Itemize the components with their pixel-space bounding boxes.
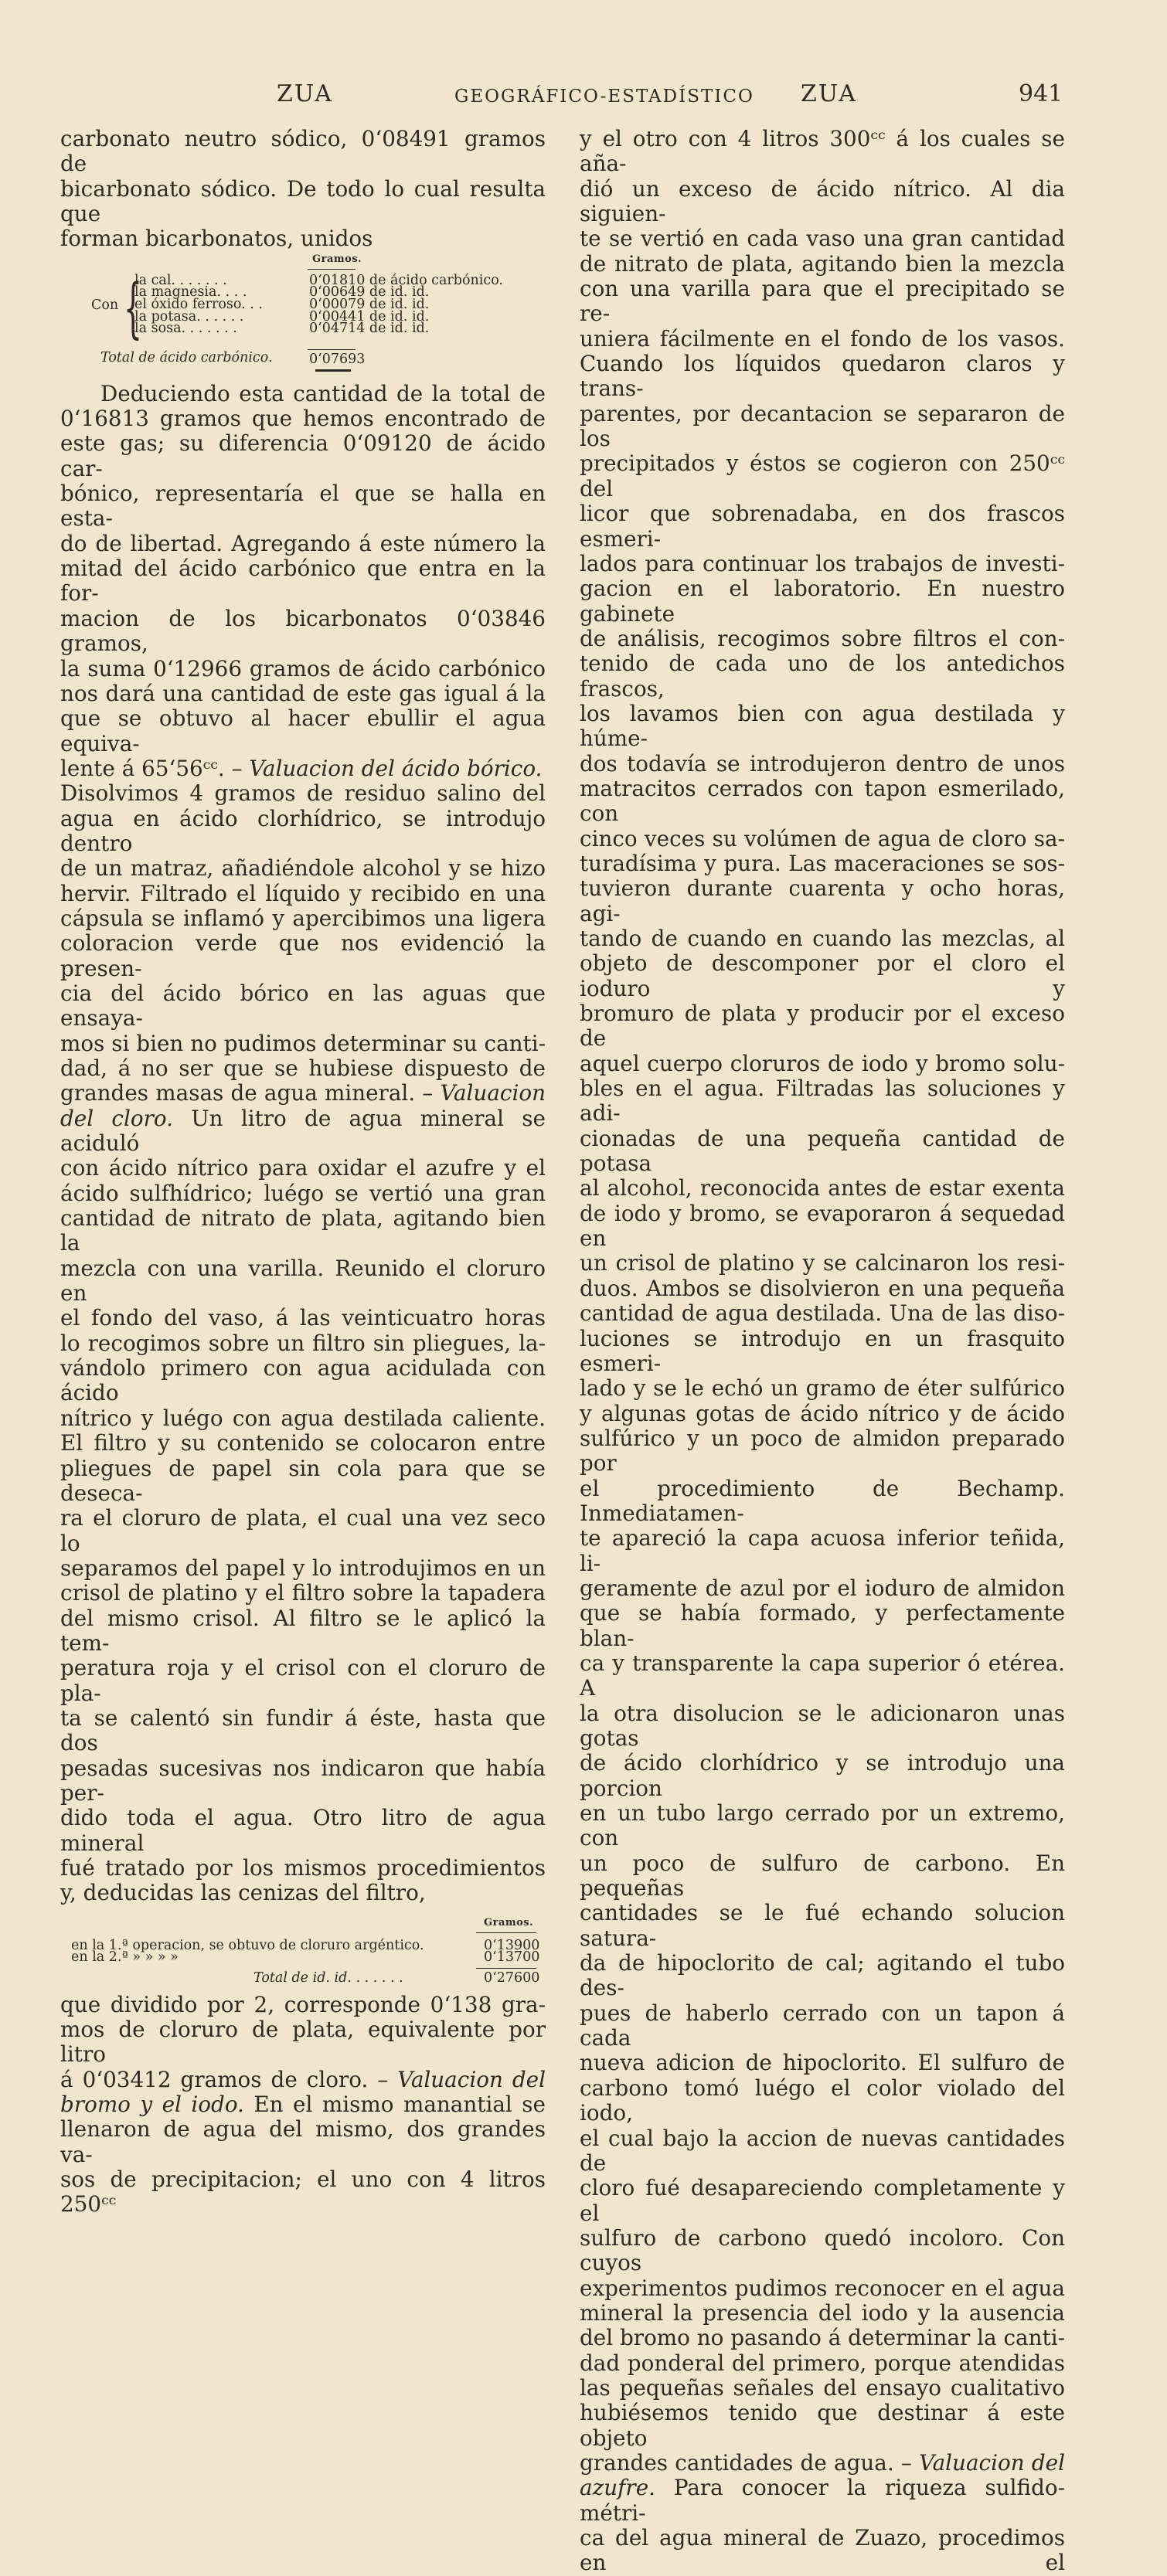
text-line: mineral la presencia del iodo y la ausencia xyxy=(580,2299,1065,2326)
table1-total-value: 0‘07693 xyxy=(309,351,366,367)
text-line: Cuando los líquidos quedaron claros y trans- xyxy=(580,351,1065,402)
intro-paragraph xyxy=(60,127,546,252)
para2-final-line xyxy=(60,1081,546,1106)
text-line: vándolo primero con agua acidulada con ácido xyxy=(60,1355,546,1406)
text-line: con ácido nítrico para oxidar el azufre y el xyxy=(60,1155,546,1181)
text-line: un poco de sulfuro de carbono. En pequeñas xyxy=(580,1850,1065,1901)
table2-row-label: en la 2.ª » » » » xyxy=(71,1949,179,1966)
text-line: luciones se introdujo en un frasquito esmeri- xyxy=(580,1325,1065,1376)
text-line: dió un exceso de ácido nítrico. Al dia siguien- xyxy=(580,175,1065,227)
para3-head: Un litro de agua mineral se aciduló xyxy=(60,1105,546,1157)
table1-total-label: Total de ácido carbónico. xyxy=(100,349,273,365)
text-line: que se había formado, y perfectamente blan- xyxy=(580,1600,1065,1651)
text-line: geramente de azul por el ioduro de almidon xyxy=(580,1575,1065,1601)
header-right-word: ZUA xyxy=(801,80,857,107)
text-line: crisol de platino y el filtro sobre la tapadera xyxy=(60,1580,546,1606)
heading-bromo-a: Valuacion del xyxy=(397,2066,546,2092)
table2-total-label: Total de id. id. . . . . . . xyxy=(253,1969,403,1986)
text-line: tando de cuando en cuando las mezclas, al xyxy=(580,926,1065,951)
text-line: mezcla con una varilla. Reunido el cloruro en xyxy=(60,1255,546,1307)
text-line: dido toda el agua. Otro litro de agua mineral xyxy=(60,1805,546,1856)
table1-row-label: la potasa. . . . . . xyxy=(134,308,244,325)
table1-units-rule xyxy=(308,269,356,270)
text-line: bles en el agua. Filtradas las soluciones y adi- xyxy=(580,1076,1065,1127)
text-line: mos si bien no pudimos determinar su canti- xyxy=(60,1030,546,1056)
table2-units: Gramos. xyxy=(484,1916,534,1929)
text-line: duos. Ambos se disolvieron en una pequeña xyxy=(580,1275,1065,1301)
right-tail: Para conocer la riqueza sulfido-métri- xyxy=(580,2475,1065,2526)
text-line: matracitos cerrados con tapon esmerilado, con xyxy=(580,775,1065,827)
text-line: bónico, representaría el que se halla en esta- xyxy=(60,481,546,532)
table1-row-value: 0‘00079 de id. id. xyxy=(309,296,430,312)
text-line: cantidad de agua destilada. Una de las diso- xyxy=(580,1300,1065,1327)
text-line: en un tubo largo cerrado por un extremo, con xyxy=(580,1800,1065,1851)
table1-row-label: el óxido ferroso. . . xyxy=(134,296,263,312)
table2-units-rule xyxy=(476,1932,536,1933)
text-line: bicarbonato sódico. De todo lo cual resulta que xyxy=(60,175,546,227)
text-line: objeto de descomponer por el cloro el ioduro y xyxy=(580,950,1065,1001)
para4-line3-text: á 0‘03412 gramos de cloro. – xyxy=(60,2066,398,2092)
text-line: tenido de cada uno de los antedichos frascos, xyxy=(580,651,1065,702)
text-line: ra el cloruro de plata, el cual una vez seco lo xyxy=(60,1505,546,1556)
right-sulfur-line xyxy=(580,2476,1065,2526)
text-line: turadísima y pura. Las maceraciones se sos- xyxy=(580,850,1065,876)
text-line: da de hipoclorito de cal; agitando el tubo des- xyxy=(580,1950,1065,2001)
table2-row-label: en la 1.ª operacion, se obtuvo de cloruro argéntico. xyxy=(71,1937,424,1953)
text-line: separamos del papel y lo introdujimos en un xyxy=(60,1555,546,1581)
paragraph-boric xyxy=(60,781,546,1081)
text-line: lados para continuar los trabajos de investi- xyxy=(580,550,1065,576)
table1-row-value: 0‘04714 de id. id. xyxy=(309,321,430,337)
heading-azufre-a: Valuacion del xyxy=(919,2449,1065,2476)
table1-total-rule xyxy=(308,349,356,350)
text-line: nítrico y luégo con agua destilada caliente. xyxy=(60,1405,546,1431)
text-line: de ácido clorhídrico y se introdujo una porcion xyxy=(580,1750,1065,1801)
text-line: bromuro de plata y producir por el exceso de xyxy=(580,1001,1065,1052)
para1-final-line xyxy=(60,756,546,781)
text-line: un crisol de platino y se calcinaron los resi- xyxy=(580,1250,1065,1276)
right-line-before-heading: grandes cantidades de agua. – xyxy=(580,2449,920,2476)
heading-azufre-b: azufre. xyxy=(580,2475,655,2501)
text-line: Deduciendo esta cantidad de la total de xyxy=(100,380,546,406)
paragraph-bromo-start xyxy=(60,2117,546,2167)
table1-units: Gramos. xyxy=(312,253,362,265)
table1-row-value: 0‘00649 de id. id. xyxy=(309,284,430,301)
text-line: dad ponderal del primero, porque atendidas xyxy=(580,2350,1065,2376)
text-line: de un matraz, añadiéndole alcohol y se hizo xyxy=(60,855,546,882)
text-line: parentes, por decantacion se separaron de los xyxy=(580,400,1065,452)
text-line: mos de cloruro de plata, equivalente por litro xyxy=(60,2017,546,2068)
page-number: 941 xyxy=(1019,80,1063,107)
text-line: la otra disolucion se le adicionaron unas gotas xyxy=(580,1700,1065,1751)
text-line: de iodo y bromo, se evaporaron á sequedad en xyxy=(580,1200,1065,1252)
text-line: pesadas sucesivas nos indicaron que había per- xyxy=(60,1755,546,1806)
text-line: de análisis, recogimos sobre filtros el con- xyxy=(580,625,1065,651)
table2-total-value: 0‘27600 xyxy=(484,1969,540,1986)
text-line: lado y se le echó un gramo de éter sulfúrico xyxy=(580,1375,1065,1402)
text-line: cionadas de una pequeña cantidad de potasa xyxy=(580,1125,1065,1177)
text-line: el procedimiento de Bechamp. Inmediatamen- xyxy=(580,1475,1065,1526)
text-line: nueva adicion de hipoclorito. El sulfuro de xyxy=(580,2050,1065,2076)
text-line: Disolvimos 4 gramos de residuo salino del xyxy=(60,780,546,807)
table1-row-value: 0‘01810 de ácido carbónico. xyxy=(309,272,503,288)
text-line: los lavamos bien con agua destilada y húme- xyxy=(580,700,1065,752)
text-line: de nitrato de plata, agitando bien la mezcla xyxy=(580,250,1065,277)
table1-con-label: Con xyxy=(91,297,119,313)
text-line: aquel cuerpo cloruros de iodo y bromo solu- xyxy=(580,1050,1065,1076)
text-line: ta se calentó sin fundir á éste, hasta que dos xyxy=(60,1704,546,1756)
text-line: carbono tomó luégo el color violado del iodo, xyxy=(580,2075,1065,2126)
text-line: el fondo del vaso, á las veinticuatro horas xyxy=(60,1305,546,1331)
table2-row-value: 0‘13900 xyxy=(484,1937,540,1953)
text-line: licor que sobrenadaba, en dos frascos esmeri- xyxy=(580,501,1065,552)
text-line: del bromo no pasando á determinar la canti- xyxy=(580,2325,1065,2351)
right-heading-line xyxy=(580,2451,1065,2476)
text-line: coloracion verde que nos evidenció la presen- xyxy=(60,930,546,981)
text-line: que dividido por 2, corresponde 0‘138 gra- xyxy=(60,1991,546,2017)
text-line: fué tratado por los mismos procedimientos xyxy=(60,1855,546,1881)
text-line: con una varilla para que el precipitado se re- xyxy=(580,276,1065,327)
table1-row-value: 0‘00441 de id. id. xyxy=(309,308,430,325)
text-line: hervir. Filtrado el líquido y recibido en una xyxy=(60,880,546,906)
text-line: pues de haberlo cerrado con un tapon á cada xyxy=(580,2000,1065,2051)
text-line: cápsula se inflamó y apercibimos una ligera xyxy=(60,905,546,931)
heading-chlorine-b: del cloro. xyxy=(60,1105,173,1131)
text-line: carbonato neutro sódico, 0‘08491 gramos de xyxy=(60,126,546,177)
text-line: te apareció la capa acuosa inferior teñida, li- xyxy=(580,1525,1065,1576)
text-line: cantidad de nitrato de plata, agitando bien la xyxy=(60,1205,546,1256)
text-line: dos todavía se introdujeron dentro de unos xyxy=(580,750,1065,777)
text-line: al alcohol, reconocida antes de estar exenta xyxy=(580,1175,1065,1201)
text-line: experimentos pudimos reconocer en el agua xyxy=(580,2275,1065,2301)
text-line: do de libertad. Agregando á este número la xyxy=(60,530,546,556)
text-line: cia del ácido bórico en las aguas que ensaya- xyxy=(60,980,546,1031)
paragraph-iodine xyxy=(580,127,1065,2451)
text-line: macion de los bicarbonatos 0‘03846 gramos, xyxy=(60,605,546,657)
right-column xyxy=(580,127,1065,2576)
table1-row-label: la sosa. . . . . . . xyxy=(134,321,237,337)
paragraph-chlorine xyxy=(60,1156,546,1881)
text-line: mitad del ácido carbónico que entra en la for- xyxy=(60,556,546,607)
text-line: pliegues de papel sin cola para que se deseca- xyxy=(60,1455,546,1506)
text-line: cantidades se le fué echando solucion satura- xyxy=(580,1900,1065,1951)
text-line: sulfúrico y un poco de almidon preparado por xyxy=(580,1425,1065,1477)
text-line: uniera fácilmente en el fondo de los vasos. xyxy=(580,325,1065,352)
chloride-table xyxy=(60,1917,546,1988)
text-line: 0‘16813 gramos que hemos encontrado de xyxy=(60,406,546,432)
text-line: precipitados y éstos se cogieron con 250ᶜᶜ del xyxy=(580,450,1065,501)
table1-row-label: la magnesia. . . . xyxy=(134,284,247,301)
para3-first-line xyxy=(60,1106,546,1157)
text-line: el cual bajo la accion de nuevas cantidades de xyxy=(580,2125,1065,2176)
paragraph-carbonic xyxy=(60,382,546,756)
para1-tail: lente á 65‘56ᶜᶜ. – xyxy=(60,755,250,781)
table1-row-label: la cal. . . . . . . xyxy=(134,272,227,288)
paragraph-chloride-result xyxy=(60,1993,546,2068)
text-line: te se vertió en cada vaso una gran cantidad xyxy=(580,226,1065,252)
para2-tail: grandes masas de agua mineral. – xyxy=(60,1080,441,1106)
text-line: gacion en el laboratorio. En nuestro gabinete xyxy=(580,576,1065,627)
header-left-word: ZUA xyxy=(277,80,333,107)
text-line: forman bicarbonatos, unidos xyxy=(60,226,373,252)
para4-line4-tail: En el mismo manantial se xyxy=(243,2092,546,2118)
text-line: dad, á no ser que se hubiese dispuesto de xyxy=(60,1055,546,1081)
text-line: El filtro y su contenido se colocaron entre xyxy=(60,1430,546,1456)
heading-boric: Valuacion del ácido bórico. xyxy=(249,755,543,781)
table2-total-rule xyxy=(476,1968,536,1969)
carbonic-acid-table xyxy=(60,253,546,371)
text-line: lo recogimos sobre un filtro sin pliegues, la- xyxy=(60,1330,546,1356)
text-line: la suma 0‘12966 gramos de ácido carbónico xyxy=(60,655,546,681)
left-column xyxy=(60,127,546,2217)
text-line: llenaron de agua del mismo, dos grandes va- xyxy=(60,2116,546,2167)
text-line: ácido sulfhídrico; luégo se vertió una gran xyxy=(60,1180,546,1206)
heading-bromo-b: bromo y el iodo. xyxy=(60,2092,244,2118)
header-center-title: GEOGRÁFICO-ESTADÍSTICO xyxy=(454,87,754,107)
right-last-line: ca del agua mineral de Zuazo, procedimos en el xyxy=(580,2525,1065,2576)
text-line: este gas; su diferencia 0‘09120 de ácido car- xyxy=(60,430,546,481)
text-line: las pequeñas señales del ensayo cualitativo xyxy=(580,2374,1065,2401)
text-line: y algunas gotas de ácido nítrico y de ácido xyxy=(580,1400,1065,1426)
text-line: sulfuro de carbono quedó incoloro. Con cuyos xyxy=(580,2224,1065,2276)
running-header xyxy=(60,80,1065,116)
text-line: cloro fué desapareciendo completamente y el xyxy=(580,2175,1065,2226)
text-line: agua en ácido clorhídrico, se introdujo dentro xyxy=(60,805,546,856)
text-line: del mismo crisol. Al filtro se le aplicó la tem- xyxy=(60,1605,546,1656)
table1-end-rule xyxy=(315,369,351,372)
para4-line3 xyxy=(60,2068,546,2092)
para3-last-line: y, deducidas las cenizas del filtro, xyxy=(60,1880,426,1906)
text-line: que se obtuvo al hacer ebullir el agua equiva- xyxy=(60,705,546,756)
text-line: hubiésemos tenido que destinar á este objeto xyxy=(580,2400,1065,2451)
text-line: ca y transparente la capa superior ó etérea. A xyxy=(580,1650,1065,1701)
text-line: y el otro con 4 litros 300ᶜᶜ á los cuales se aña- xyxy=(580,126,1065,177)
text-line: peratura roja y el crisol con el cloruro de pla- xyxy=(60,1655,546,1706)
table2-row-value: 0‘13700 xyxy=(484,1949,540,1966)
text-line: tuvieron durante cuarenta y ocho horas, agi- xyxy=(580,875,1065,926)
text-line: nos dará una cantidad de este gas igual á la xyxy=(60,680,546,706)
text-line: cinco veces su volúmen de agua de cloro sa- xyxy=(580,825,1065,851)
para4-last-line: sos de precipitacion; el uno con 4 litros 250ᶜᶜ xyxy=(60,2166,546,2217)
heading-chlorine-a: Valuacion xyxy=(440,1080,546,1106)
table1-brace: { xyxy=(124,269,143,345)
para4-line4 xyxy=(60,2092,546,2117)
